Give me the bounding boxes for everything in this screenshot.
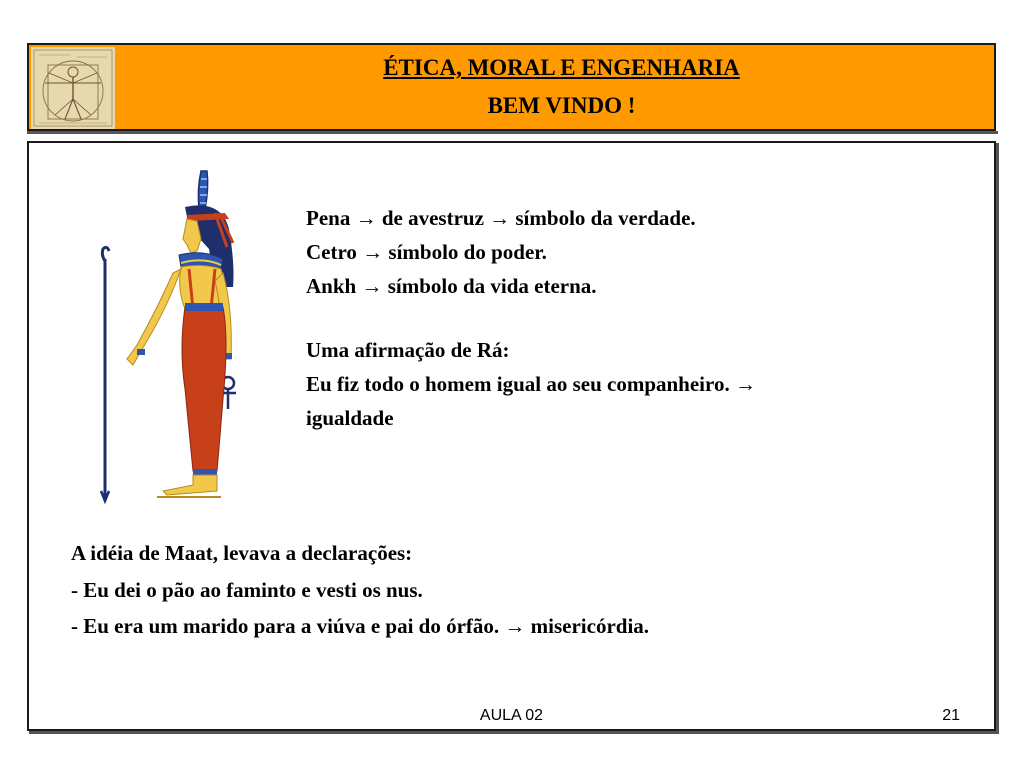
maat-goddess-icon xyxy=(97,169,267,504)
maat-line: - Eu era um marido para a viúva e pai do órfão. → misericórdia. xyxy=(71,614,650,638)
page-number: 21 xyxy=(942,707,960,724)
quote-line: igualdade xyxy=(306,406,394,430)
maat-text-block xyxy=(71,535,971,645)
quote-intro: Uma afirmação de Rá: xyxy=(306,338,510,362)
symbol-line-scepter: Cetro → símbolo do poder. xyxy=(306,240,547,264)
symbols-text-block xyxy=(306,201,946,435)
slide-header xyxy=(27,43,996,131)
maat-line: - Eu dei o pão ao faminto e vesti os nus. xyxy=(71,577,423,602)
slide-title: ÉTICA, MORAL E ENGENHARIA xyxy=(383,55,740,80)
symbol-line-feather: Pena → de avestruz → símbolo da verdade. xyxy=(306,206,696,230)
header-shadow xyxy=(27,131,998,134)
content-shadow-bottom xyxy=(29,731,999,734)
vitruvian-man-icon xyxy=(31,47,115,129)
symbol-line-ankh: Ankh → símbolo da vida eterna. xyxy=(306,274,597,298)
slide-subtitle: BEM VINDO ! xyxy=(487,93,636,118)
maat-line: A idéia de Maat, levava a declarações: xyxy=(71,541,413,565)
quote-line: Eu fiz todo o homem igual ao seu companheiro. → xyxy=(306,372,756,396)
footer-label: AULA 02 xyxy=(479,707,544,724)
content-shadow-right xyxy=(996,143,999,733)
slide-content xyxy=(27,141,996,731)
